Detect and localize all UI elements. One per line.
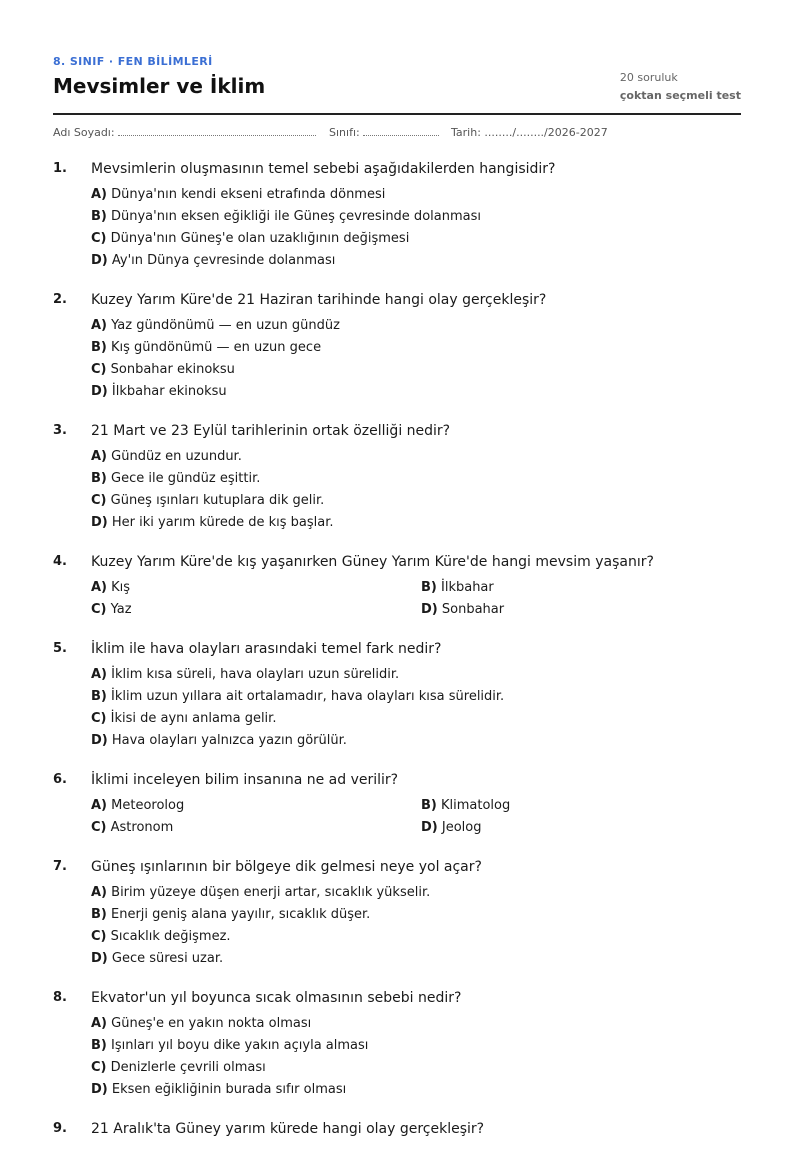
question-text (53, 160, 741, 178)
answer-option[interactable] (421, 795, 721, 817)
answer-option[interactable] (91, 250, 741, 272)
question-number: 1. (53, 161, 67, 176)
answer-option[interactable] (91, 490, 741, 512)
option-text: Gece süresi uzar. (111, 951, 224, 966)
question-text (53, 858, 741, 876)
option-letter: A) (91, 580, 108, 595)
option-text: Dünya'nın eksen eğikliği ile Güneş çevresinde dolanması (111, 209, 481, 224)
option-text: Astronom (110, 820, 174, 835)
option-letter: B) (421, 798, 437, 813)
question-item (53, 422, 741, 534)
option-letter: D) (91, 951, 108, 966)
page-title: Mevsimler ve İklim (53, 74, 266, 98)
option-text: Birim yüzeye düşen enerji artar, sıcaklık yükselir. (111, 885, 431, 900)
option-text: Yaz gündönümü — en uzun gündüz (111, 318, 340, 333)
answer-option[interactable] (91, 315, 741, 337)
question-item (53, 858, 741, 970)
option-letter: C) (91, 929, 107, 944)
answer-options (53, 882, 741, 970)
option-letter: A) (91, 449, 108, 464)
worksheet-header (53, 0, 741, 115)
answer-option[interactable] (91, 795, 421, 817)
answer-option[interactable] (91, 206, 741, 228)
option-letter: A) (91, 318, 108, 333)
date-value: ......../......../2026-2027 (484, 126, 608, 139)
question-item (53, 553, 741, 621)
question-item (53, 160, 741, 272)
option-text: Sonbahar (441, 602, 505, 617)
answer-option[interactable] (91, 882, 741, 904)
option-letter: C) (91, 602, 107, 617)
option-text: Jeolog (441, 820, 482, 835)
option-letter: D) (91, 733, 108, 748)
option-text: Eksen eğikliğinin burada sıfır olması (111, 1082, 347, 1097)
answer-option[interactable] (91, 664, 741, 686)
answer-option[interactable] (91, 468, 741, 490)
option-text: Hava olayları yalnızca yazın görülür. (111, 733, 347, 748)
answer-option[interactable] (91, 184, 741, 206)
option-letter: B) (91, 1038, 107, 1053)
option-letter: A) (91, 187, 108, 202)
grade-subject-label: 8. SINIF · FEN BİLİMLERİ (53, 55, 213, 68)
answer-option[interactable] (91, 337, 741, 359)
option-letter: C) (91, 1060, 107, 1075)
question-number: 2. (53, 292, 67, 307)
question-prompt: İklim ile hava olayları arasındaki temel fark nedir? (91, 641, 442, 657)
option-letter: A) (91, 667, 108, 682)
answer-options (53, 795, 741, 839)
option-letter: C) (91, 820, 107, 835)
option-text: Denizlerle çevrili olması (110, 1060, 266, 1075)
question-prompt: İklimi inceleyen bilim insanına ne ad verilir? (91, 772, 399, 788)
option-letter: B) (91, 689, 107, 704)
option-letter: B) (91, 340, 107, 355)
option-letter: D) (421, 820, 438, 835)
answer-option[interactable] (91, 730, 741, 752)
test-type: çoktan seçmeli test (619, 89, 741, 102)
option-text: Dünya'nın kendi ekseni etrafında dönmesi (111, 187, 386, 202)
option-letter: C) (91, 711, 107, 726)
question-text (53, 989, 741, 1007)
answer-option[interactable] (421, 817, 721, 839)
question-prompt: Kuzey Yarım Küre'de kış yaşanırken Güney Yarım Küre'de hangi mevsim yaşanır? (91, 554, 654, 570)
name-field (53, 126, 316, 139)
class-field (329, 126, 439, 139)
option-letter: D) (91, 384, 108, 399)
answer-option[interactable] (91, 817, 421, 839)
answer-option[interactable] (91, 686, 741, 708)
option-text: İlkbahar ekinoksu (111, 384, 227, 399)
question-number: 7. (53, 859, 67, 874)
option-text: Gece ile gündüz eşittir. (111, 471, 261, 486)
option-text: İklim uzun yıllara ait ortalamadır, hava olayları kısa sürelidir. (111, 689, 505, 704)
question-prompt: 21 Aralık'ta Güney yarım kürede hangi olay gerçekleşir? (91, 1121, 485, 1137)
question-text (53, 291, 741, 309)
question-item (53, 640, 741, 752)
name-blank (118, 126, 316, 136)
question-text (53, 553, 741, 571)
answer-option[interactable] (91, 599, 421, 621)
question-number: 5. (53, 641, 67, 656)
question-prompt: 21 Mart ve 23 Eylül tarihlerinin ortak özelliği nedir? (91, 423, 451, 439)
answer-option[interactable] (91, 948, 741, 970)
answer-options (53, 446, 741, 534)
question-text (53, 422, 741, 440)
option-text: Ay'ın Dünya çevresinde dolanması (111, 253, 336, 268)
option-text: Güneş ışınları kutuplara dik gelir. (110, 493, 325, 508)
option-letter: A) (91, 798, 108, 813)
option-text: Yaz (110, 602, 132, 617)
question-item (53, 771, 741, 839)
question-number: 8. (53, 990, 67, 1005)
question-number: 4. (53, 554, 67, 569)
option-letter: D) (91, 253, 108, 268)
answer-options (53, 315, 741, 403)
option-text: Dünya'nın Güneş'e olan uzaklığının değişmesi (110, 231, 410, 246)
class-label: Sınıfı: (329, 126, 360, 139)
option-text: İlkbahar (441, 580, 494, 595)
question-item (53, 291, 741, 403)
option-letter: B) (91, 471, 107, 486)
answer-option[interactable] (91, 228, 741, 250)
question-prompt: Ekvator'un yıl boyunca sıcak olmasının sebebi nedir? (91, 990, 462, 1006)
answer-options (53, 1013, 741, 1101)
date-label: Tarih: (451, 126, 481, 139)
option-text: Enerji geniş alana yayılır, sıcaklık düşer. (111, 907, 371, 922)
name-label: Adı Soyadı: (53, 126, 115, 139)
answer-option[interactable] (91, 1079, 741, 1101)
question-text (53, 640, 741, 658)
option-text: Kış gündönümü — en uzun gece (111, 340, 322, 355)
class-blank (363, 126, 439, 136)
option-letter: D) (421, 602, 438, 617)
test-meta (620, 71, 741, 102)
option-letter: A) (91, 1016, 108, 1031)
question-prompt: Güneş ışınlarının bir bölgeye dik gelmesi neye yol açar? (91, 859, 482, 875)
answer-option[interactable] (91, 904, 741, 926)
answer-options (53, 664, 741, 752)
option-letter: A) (91, 885, 108, 900)
option-letter: D) (91, 515, 108, 530)
question-text (53, 771, 741, 789)
option-text: Klimatolog (441, 798, 511, 813)
option-letter: B) (91, 907, 107, 922)
question-prompt: Kuzey Yarım Küre'de 21 Haziran tarihinde hangi olay gerçekleşir? (91, 292, 547, 308)
worksheet-page (53, 0, 741, 1157)
answer-option[interactable] (91, 1035, 741, 1057)
option-text: Sonbahar ekinoksu (110, 362, 235, 377)
option-letter: C) (91, 493, 107, 508)
option-letter: C) (91, 231, 107, 246)
option-letter: B) (91, 209, 107, 224)
question-item (53, 989, 741, 1101)
question-count: 20 soruluk (619, 71, 678, 84)
question-number: 9. (53, 1121, 67, 1136)
student-info-row (53, 126, 741, 148)
option-text: Güneş'e en yakın nokta olması (111, 1016, 312, 1031)
answer-option[interactable] (91, 359, 741, 381)
question-number: 3. (53, 423, 67, 438)
option-text: İkisi de aynı anlama gelir. (110, 711, 277, 726)
answer-option[interactable] (421, 577, 721, 599)
option-text: Işınları yıl boyu dike yakın açıyla alması (111, 1038, 369, 1053)
answer-option[interactable] (91, 1057, 741, 1079)
answer-options (53, 577, 741, 621)
date-field (451, 126, 608, 139)
option-letter: B) (421, 580, 437, 595)
option-letter: C) (91, 362, 107, 377)
question-number: 6. (53, 772, 67, 787)
answer-option[interactable] (91, 512, 741, 534)
option-text: Gündüz en uzundur. (111, 449, 242, 464)
answer-option[interactable] (421, 599, 721, 621)
answer-options (53, 184, 741, 272)
option-text: Her iki yarım kürede de kış başlar. (111, 515, 334, 530)
answer-option[interactable] (91, 926, 741, 948)
option-text: Meteorolog (111, 798, 185, 813)
question-list (53, 160, 741, 1138)
option-letter: D) (91, 1082, 108, 1097)
option-text: Kış (111, 580, 131, 595)
option-text: İklim kısa süreli, hava olayları uzun sürelidir. (111, 667, 400, 682)
option-text: Sıcaklık değişmez. (110, 929, 231, 944)
answer-option[interactable] (91, 381, 741, 403)
answer-option[interactable] (91, 1013, 741, 1035)
answer-option[interactable] (91, 708, 741, 730)
answer-option[interactable] (91, 577, 421, 599)
answer-option[interactable] (91, 446, 741, 468)
question-prompt: Mevsimlerin oluşmasının temel sebebi aşağıdakilerden hangisidir? (91, 161, 556, 177)
